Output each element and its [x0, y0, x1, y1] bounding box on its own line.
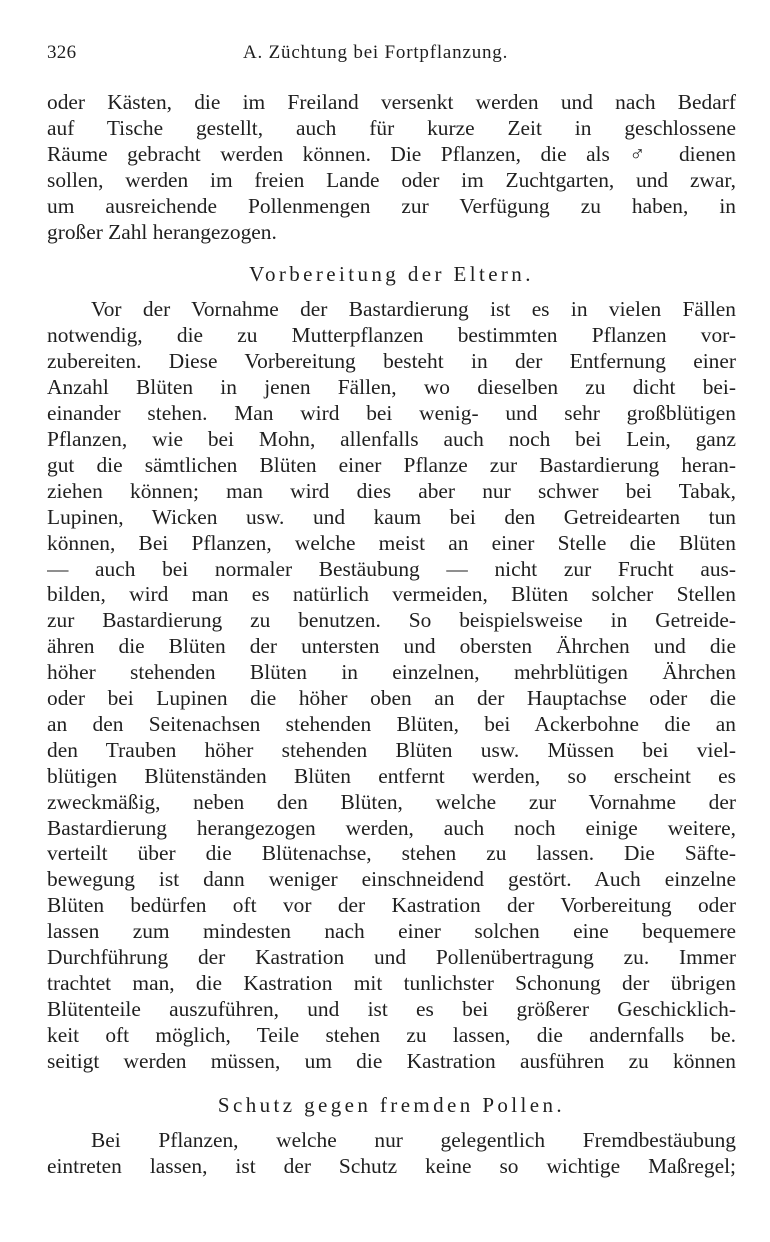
running-head — [47, 42, 736, 72]
section-heading-preparation: Vorbereitung der Eltern. — [249, 262, 534, 287]
text-line: Durchführung der Kastration und Pollenübertragung zu. Immer — [47, 945, 736, 970]
text-line: verteilt über die Blütenachse, stehen zu lassen. Die Säfte- — [47, 841, 736, 866]
page-number: 326 — [47, 42, 77, 63]
text-line: Bei Pflanzen, welche nur gelegentlich Fremdbestäubung — [91, 1127, 736, 1152]
text-line: gut die sämtlichen Blüten einer Pflanze zur Bastardierung heran- — [47, 452, 736, 477]
text-line: Räume gebracht werden können. Die Pflanzen, die als ♂ dienen — [47, 141, 736, 166]
paragraph-protection — [47, 1128, 736, 1180]
text-line: oder Kästen, die im Freiland versenkt werden und nach Bedarf — [47, 90, 736, 114]
text-line: Vor der Vornahme der Bastardierung ist es in vielen Fällen — [91, 297, 736, 322]
text-line: höher stehenden Blüten in einzelnen, mehrblütigen Ährchen — [47, 660, 736, 685]
text-line: Anzahl Blüten in jenen Fällen, wo dieselben zu dicht bei- — [47, 375, 736, 400]
text-line: zubereiten. Diese Vorbereitung besteht in der Entfernung einer — [47, 349, 736, 374]
text-line: Blüten bedürfen oft vor der Kastration der Vorbereitung oder — [47, 893, 736, 918]
text-line: — auch bei normaler Bestäubung — nicht zur Frucht aus- — [47, 556, 736, 581]
text-line: an den Seitenachsen stehenden Blüten, bei Ackerbohne die an — [47, 711, 736, 736]
book-page — [0, 42, 770, 1242]
running-title: A. Züchtung bei Fortpflanzung. — [243, 42, 509, 63]
text-line: sollen, werden im freien Lande oder im Zuchtgarten, und zwar, — [47, 167, 736, 192]
text-line: ähren die Blüten der untersten und obersten Ährchen und die — [47, 634, 736, 659]
text-line: bilden, wird man es natürlich vermeiden, Blüten solcher Stellen — [47, 582, 736, 607]
text-line: Lupinen, Wicken usw. und kaum bei den Getreidearten tun — [47, 504, 736, 529]
section-heading-protection: Schutz gegen fremden Pollen. — [217, 1092, 566, 1117]
text-line: eintreten lassen, ist der Schutz keine so wichtige Maßregel; — [47, 1153, 736, 1178]
text-line: notwendig, die zu Mutterpflanzen bestimmten Pflanzen vor- — [47, 323, 736, 348]
paragraph-preparation — [47, 297, 736, 1074]
text-line: oder bei Lupinen die höher oben an der Hauptachse oder die — [47, 686, 736, 711]
text-line: seitigt werden müssen, um die Kastration ausführen zu können — [47, 1048, 736, 1073]
text-line: einander stehen. Man wird bei wenig- und sehr großblütigen — [47, 401, 736, 426]
text-line: lassen zum mindesten nach einer solchen eine bequemere — [47, 919, 736, 944]
text-line: zweckmäßig, neben den Blüten, welche zur Vornahme der — [47, 789, 736, 814]
text-line: trachtet man, die Kastration mit tunlichster Schonung der übrigen — [47, 971, 736, 995]
text-line: ziehen können; man wird dies aber nur schwer bei Tabak, — [47, 478, 736, 503]
text-line: großer Zahl herangezogen. — [47, 219, 277, 244]
text-line: den Trauben höher stehenden Blüten usw. Müssen bei viel- — [47, 737, 736, 762]
text-line: bewegung ist dann weniger einschneidend gestört. Auch einzelne — [47, 867, 736, 892]
text-line: um ausreichende Pollenmengen zur Verfügung zu haben, in — [47, 193, 736, 218]
text-line: können, Bei Pflanzen, welche meist an einer Stelle die Blüten — [47, 530, 736, 555]
text-line: Bastardierung herangezogen werden, auch noch einige weitere, — [47, 815, 736, 840]
text-line: Pflanzen, wie bei Mohn, allenfalls auch noch bei Lein, ganz — [47, 426, 736, 451]
text-line: auf Tische gestellt, auch für kurze Zeit in geschlossene — [47, 115, 736, 140]
paragraph-continuation — [47, 90, 736, 245]
text-line: Blütenteile auszuführen, und ist es bei größerer Geschicklich- — [47, 996, 736, 1021]
text-line: keit oft möglich, Teile stehen zu lassen, die andernfalls be. — [47, 1022, 736, 1047]
text-line: zur Bastardierung zu benutzen. So beispielsweise in Getreide- — [47, 608, 736, 633]
text-line: blütigen Blütenständen Blüten entfernt werden, so erscheint es — [47, 763, 736, 788]
